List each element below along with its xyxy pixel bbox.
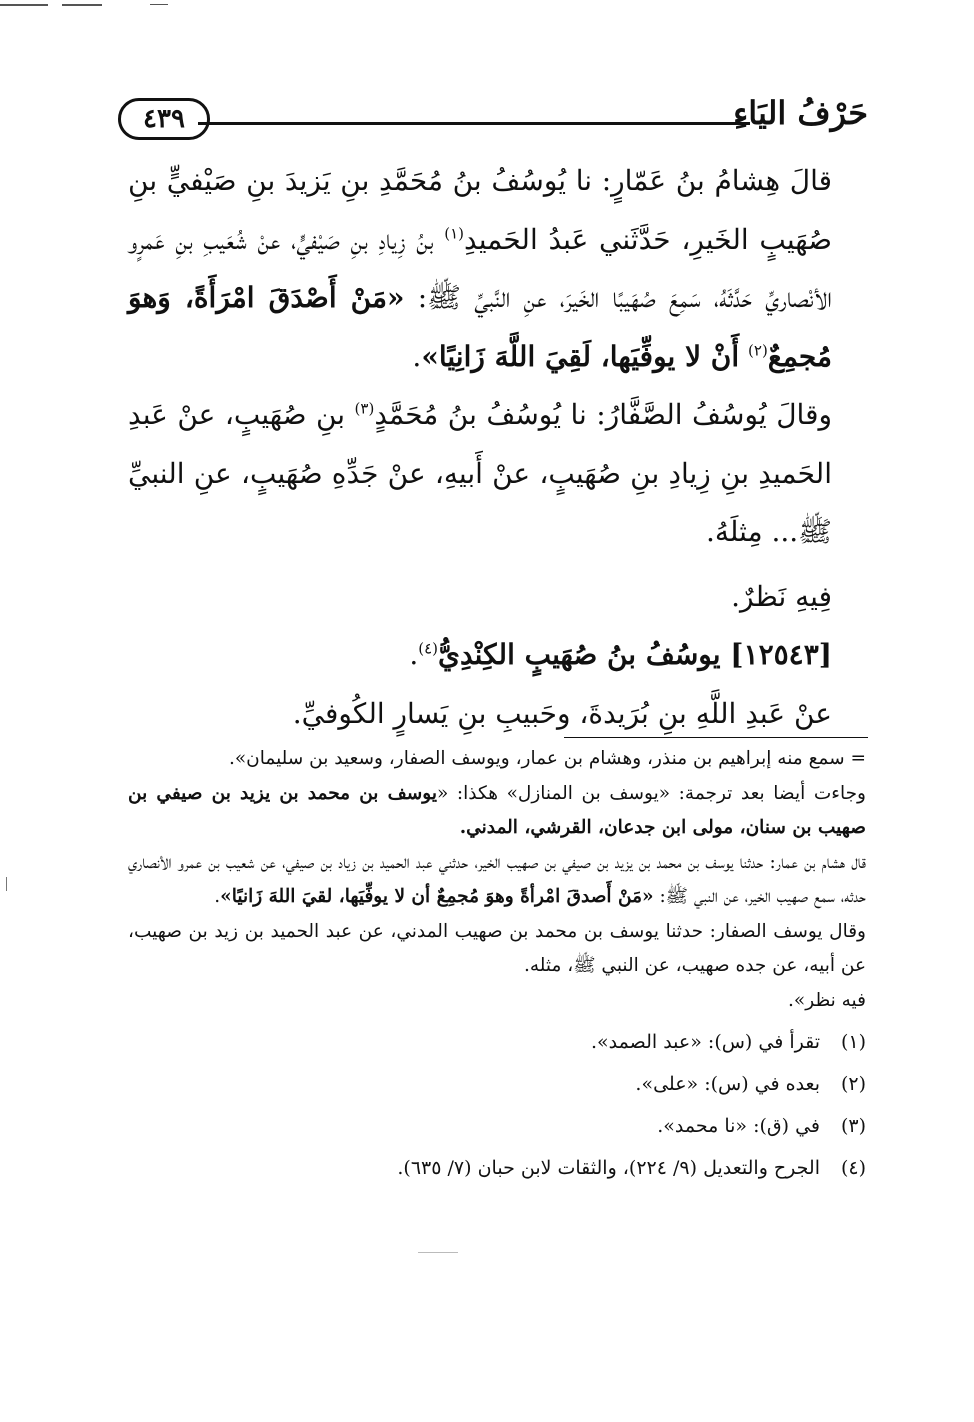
punctuation: .	[409, 638, 419, 671]
footnote-item	[128, 1152, 866, 1184]
footnote-ref-4: (٤)	[418, 639, 439, 658]
footnote-text: في (ق): «نا محمد».	[657, 1115, 820, 1137]
footnote-number: (١)	[840, 1031, 866, 1053]
footnote-number: (٤)	[840, 1157, 866, 1179]
scan-edge-tick	[6, 877, 7, 891]
scan-edge-mark	[0, 4, 48, 6]
paragraph-saffar	[128, 386, 832, 562]
footnotes	[128, 742, 866, 1194]
footnote-ref-1: (١)	[444, 224, 464, 243]
text-run: وجاءت أيضا بعد ترجمة: «يوسف بن المنازل» هكذا: «	[436, 782, 866, 804]
footnote-number: (٢)	[840, 1073, 866, 1095]
footnote-text: بعده في (س): «على».	[635, 1073, 820, 1095]
hadith-text: «مَنْ أَصْدَقَ امْرَأَةً، وَهوَ مُجمِعٌ	[128, 281, 832, 373]
footnote-continuation	[128, 846, 866, 915]
footnote-item	[128, 1068, 866, 1100]
footnote-continuation	[128, 777, 866, 846]
footnote-ref-2: (٢)	[748, 341, 768, 360]
page-number: ٤٣٩	[118, 98, 210, 140]
header-rule	[198, 122, 750, 125]
bold-text-run: «مَنْ أَصدقَ امْرأةً وهوَ مُجمِعٌ أن لا يوفِّيَها، لقيَ اللهَ زَانيًا»	[220, 886, 654, 907]
punctuation: .	[214, 886, 221, 907]
footnote-continuation: = سمع منه إبراهيم بن منذر، وهشام بن عمار، ويوسف الصفار، وسعيد بن سليمان».	[228, 748, 866, 769]
footnote-separator	[564, 737, 868, 738]
footnote-continuation: فيه نظر».	[788, 989, 866, 1011]
running-title: حَرْفُ اليَاءِ	[733, 94, 868, 132]
scan-edge-mark	[62, 4, 102, 6]
text-run: قالَ هِشامُ بنُ عَمّارٍ: نا يُوسُفُ بنُ مُحَمَّدِ بنِ يَزيدَ بنِ صَيْفيٍّ بنِ صُهَيبٍ الخَيرِ، حَدَّثَني عَبدُ الحَميدِ	[128, 164, 832, 256]
footnote-number: (٣)	[840, 1115, 866, 1137]
footnote-text: الجرح والتعديل (٩/ ٢٢٤)، والثقات لابن حبان (٧/ ٦٣٥).	[397, 1157, 820, 1179]
page-header	[118, 94, 868, 146]
entry-title: [١٢٥٤٣] يوسُفُ بنُ صُهَيبٍ الكِنْدِيُّ	[438, 638, 832, 671]
footnote-ref-3: (٣)	[354, 399, 375, 418]
scan-stray-mark	[418, 1252, 458, 1253]
hadith-text: أَنْ لا يوفِّيَها، لَقِيَ اللَّهَ زَانِيًا»	[421, 339, 740, 373]
footnote-item	[128, 1026, 866, 1058]
text-run: بنُ زِيادِ بنِ صَيْفيٍّ، عنْ شُعَيبِ بنِ عَمرٍو الأنْصاريِّ حَدَّثَهُ، سَمِعَ صُهَيبًا الخَيرَ، عنِ النَّبيِّ ﷺ:	[128, 222, 832, 314]
text-run: وقالَ يُوسُفُ الصَّفَّارُ: نا يُوسُفُ بنُ مُحَمَّدٍ	[374, 398, 832, 431]
entry-heading	[128, 626, 832, 685]
paragraph-hisham	[128, 152, 832, 386]
punctuation: .	[412, 339, 422, 373]
footnote-item	[128, 1110, 866, 1142]
text-run: قال هشام بن عمار: حدثنا يوسف بن محمد بن يزيد بن صيفي بن صهيب الخير، حدثني عبد الحميد بن زياد بن صيفي، عن شعيب بن عمرو الأنصاري حدثه، سمع صهيب الخير، عن النبي ﷺ:	[128, 851, 866, 907]
footnote-list	[128, 1026, 866, 1184]
bold-text-run: يوسف بن محمد بن يزيد بن صيفي بن صهيب بن سنان، مولى ابن جدعان، القرشي، المدني.	[128, 782, 866, 838]
main-text	[128, 152, 866, 743]
footnote-text: تقرأ في (س): «عبد الصمد».	[591, 1031, 820, 1053]
paragraph-verdict: فِيهِ نَظرٌ.	[731, 579, 832, 613]
text-run: بنِ صُهَيبٍ، عنْ عَبدِ الحَميدِ بنِ زِيادِ بنِ صُهَيبٍ، عنْ أَبيهِ، عنْ جَدِّهِ صُهَيبٍ، عنِ النبيِّ ﷺ... مِثلَهُ.	[128, 398, 832, 548]
paragraph-narrators: عنْ عَبدِ اللَّهِ بنِ بُرَيدةَ، وحَبيبِ بنِ يَسارٍ الكُوفيِّ.	[292, 696, 832, 730]
footnote-continuation: وقال يوسف الصفار: حدثنا يوسف بن محمد بن صهيب المدني، عن عبد الحميد بن زيد بن صهيب، عن أبيه، عن جده صهيب، عن النبي ﷺ، مثله.	[128, 920, 866, 976]
scan-edge-mark	[150, 4, 168, 5]
